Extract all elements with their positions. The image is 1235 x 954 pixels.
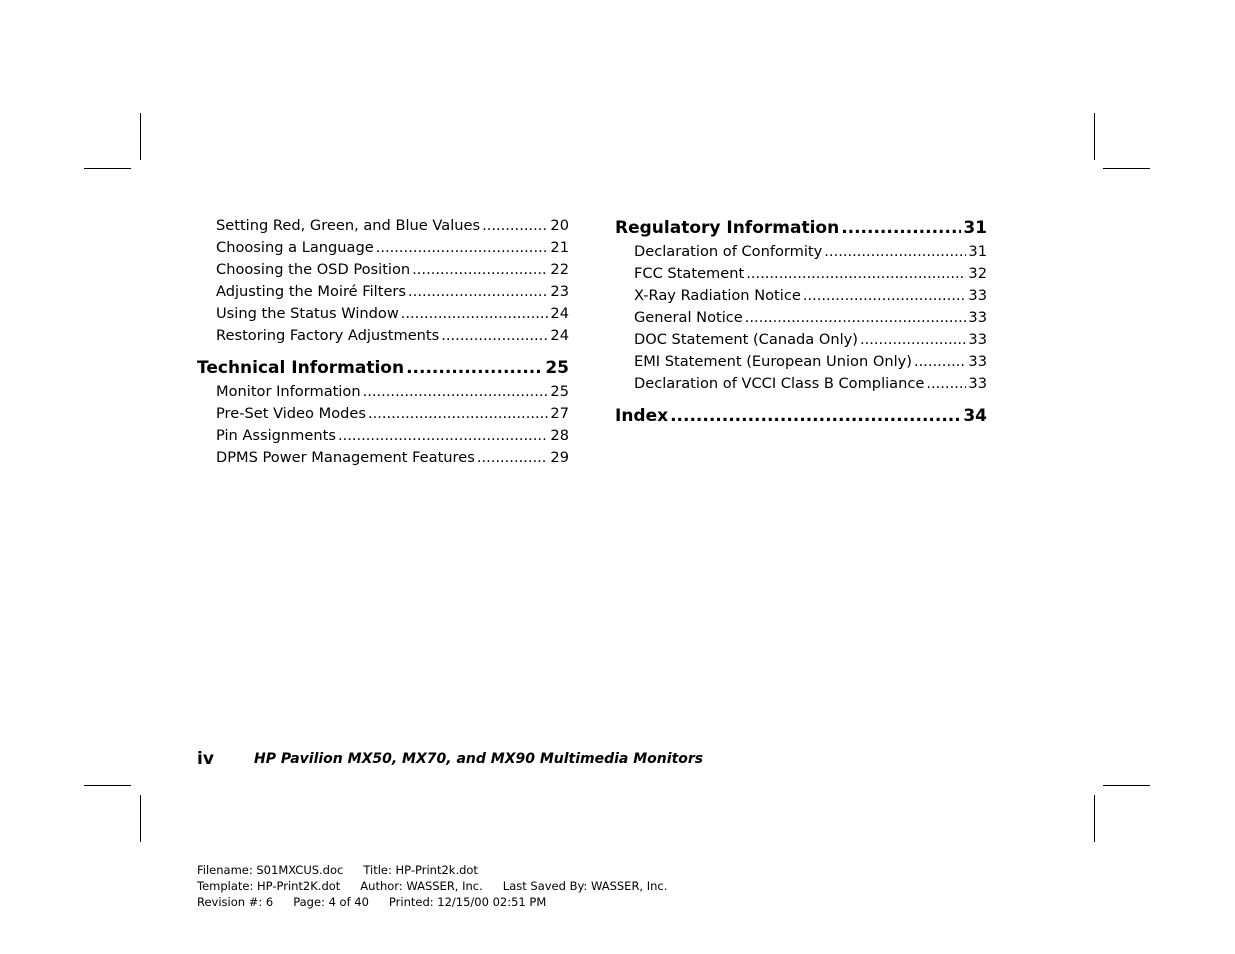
toc-leader (477, 447, 549, 469)
toc-entry[interactable] (615, 329, 987, 351)
toc-leader (746, 263, 966, 285)
toc-entry-page: 33 (968, 353, 987, 370)
toc-entry-page: 20 (550, 217, 569, 234)
crop-mark (140, 113, 141, 160)
page-number: iv (197, 749, 214, 769)
crop-mark (1094, 113, 1095, 160)
metadata-line (197, 862, 667, 878)
toc-entry-page: 33 (968, 331, 987, 348)
toc-leader (376, 237, 549, 259)
toc-entry[interactable] (615, 373, 987, 395)
toc-entry[interactable] (197, 259, 569, 281)
toc-entry-title: Monitor Information (216, 383, 361, 400)
metadata-printed: Printed: 12/15/00 02:51 PM (388, 895, 547, 909)
toc-entry-title: X-Ray Radiation Notice (634, 287, 801, 304)
toc-entry[interactable] (197, 325, 569, 347)
toc-entry-page: 31 (968, 243, 987, 260)
toc-entry-page: 25 (550, 383, 569, 400)
toc-leader (406, 355, 543, 381)
crop-mark (84, 168, 131, 169)
toc-leader (482, 215, 548, 237)
toc-entry-title: Choosing a Language (216, 239, 374, 256)
toc-entry-page: 27 (550, 405, 569, 422)
toc-entry[interactable] (197, 303, 569, 325)
toc-section-technical-information[interactable] (197, 355, 569, 381)
crop-mark (1103, 168, 1150, 169)
metadata-title: Title: HP-Print2k.dot (363, 863, 478, 877)
toc-entry-title: Setting Red, Green, and Blue Values (216, 217, 481, 234)
toc-entry-page: 21 (550, 239, 569, 256)
crop-mark (84, 785, 131, 786)
crop-mark (1094, 795, 1095, 842)
running-footer-title: HP Pavilion MX50, MX70, and MX90 Multimedia Monitors (254, 751, 704, 767)
toc-entry[interactable] (197, 403, 569, 425)
toc-entry-page: 24 (550, 327, 569, 344)
toc-entry[interactable] (615, 241, 987, 263)
toc-entry-title: Declaration of VCCI Class B Compliance (634, 375, 925, 392)
toc-leader (401, 303, 549, 325)
toc-entry-title: General Notice (634, 309, 743, 326)
toc-entry[interactable] (197, 447, 569, 469)
toc-entry[interactable] (615, 263, 987, 285)
toc-leader (412, 259, 548, 281)
crop-mark (140, 795, 141, 842)
toc-section-page: 31 (963, 218, 987, 238)
toc-entry-page: 29 (550, 449, 569, 466)
toc-entry-page: 32 (968, 265, 987, 282)
toc-leader (338, 425, 548, 447)
toc-leader (824, 241, 966, 263)
toc-section-title: Technical Information (197, 358, 405, 378)
toc-leader (408, 281, 548, 303)
toc-entry-title: Pre-Set Video Modes (216, 405, 366, 422)
toc-entry-title: DOC Statement (Canada Only) (634, 331, 858, 348)
toc-entry-page: 23 (550, 283, 569, 300)
toc-entry-page: 33 (968, 287, 987, 304)
toc-entry-title: Pin Assignments (216, 427, 336, 444)
metadata-author: Author: WASSER, Inc. (360, 879, 483, 893)
toc-leader (441, 325, 548, 347)
toc-section-title: Regulatory Information (615, 218, 840, 238)
toc-left-column (197, 215, 569, 469)
toc-leader (670, 403, 961, 429)
toc-entry-title: Using the Status Window (216, 305, 399, 322)
toc-leader (745, 307, 967, 329)
toc-entry[interactable] (615, 351, 987, 373)
toc-entry-title: FCC Statement (634, 265, 745, 282)
toc-entry-page: 33 (968, 375, 987, 392)
toc-entry-title: EMI Statement (European Union Only) (634, 353, 912, 370)
toc-section-page: 25 (545, 358, 569, 378)
toc-entry[interactable] (615, 307, 987, 329)
toc-section-page: 34 (963, 406, 987, 426)
toc-entry-title: Adjusting the Moiré Filters (216, 283, 407, 300)
toc-entry-page: 24 (550, 305, 569, 322)
toc-entry-title: Declaration of Conformity (634, 243, 823, 260)
metadata-line (197, 878, 667, 894)
toc-section-regulatory-information[interactable] (615, 215, 987, 241)
toc-entry-page: 28 (550, 427, 569, 444)
toc-entry-title: DPMS Power Management Features (216, 449, 475, 466)
toc-entry[interactable] (197, 237, 569, 259)
toc-section-title: Index (615, 406, 669, 426)
toc-entry[interactable] (615, 285, 987, 307)
toc-section-index[interactable] (615, 403, 987, 429)
metadata-revision: Revision #: 6 (197, 895, 274, 909)
toc-leader (363, 381, 549, 403)
toc-leader (368, 403, 548, 425)
toc-entry-page: 33 (968, 309, 987, 326)
toc-entry-title: Choosing the OSD Position (216, 261, 411, 278)
toc-entry[interactable] (197, 215, 569, 237)
metadata-filename: Filename: S01MXCUS.doc (197, 863, 344, 877)
toc-leader (914, 351, 966, 373)
toc-right-column (615, 215, 987, 429)
document-metadata (197, 862, 667, 910)
toc-entry[interactable] (197, 281, 569, 303)
toc-leader (841, 215, 961, 241)
crop-mark (1103, 785, 1150, 786)
metadata-template: Template: HP-Print2K.dot (197, 879, 341, 893)
toc-leader (860, 329, 966, 351)
toc-entry-title: Restoring Factory Adjustments (216, 327, 440, 344)
metadata-page: Page: 4 of 40 (293, 895, 369, 909)
toc-entry[interactable] (197, 381, 569, 403)
toc-entry-page: 22 (550, 261, 569, 278)
toc-entry[interactable] (197, 425, 569, 447)
metadata-line (197, 894, 667, 910)
toc-leader (926, 373, 966, 395)
metadata-last-saved-by: Last Saved By: WASSER, Inc. (502, 879, 668, 893)
toc-leader (803, 285, 967, 307)
